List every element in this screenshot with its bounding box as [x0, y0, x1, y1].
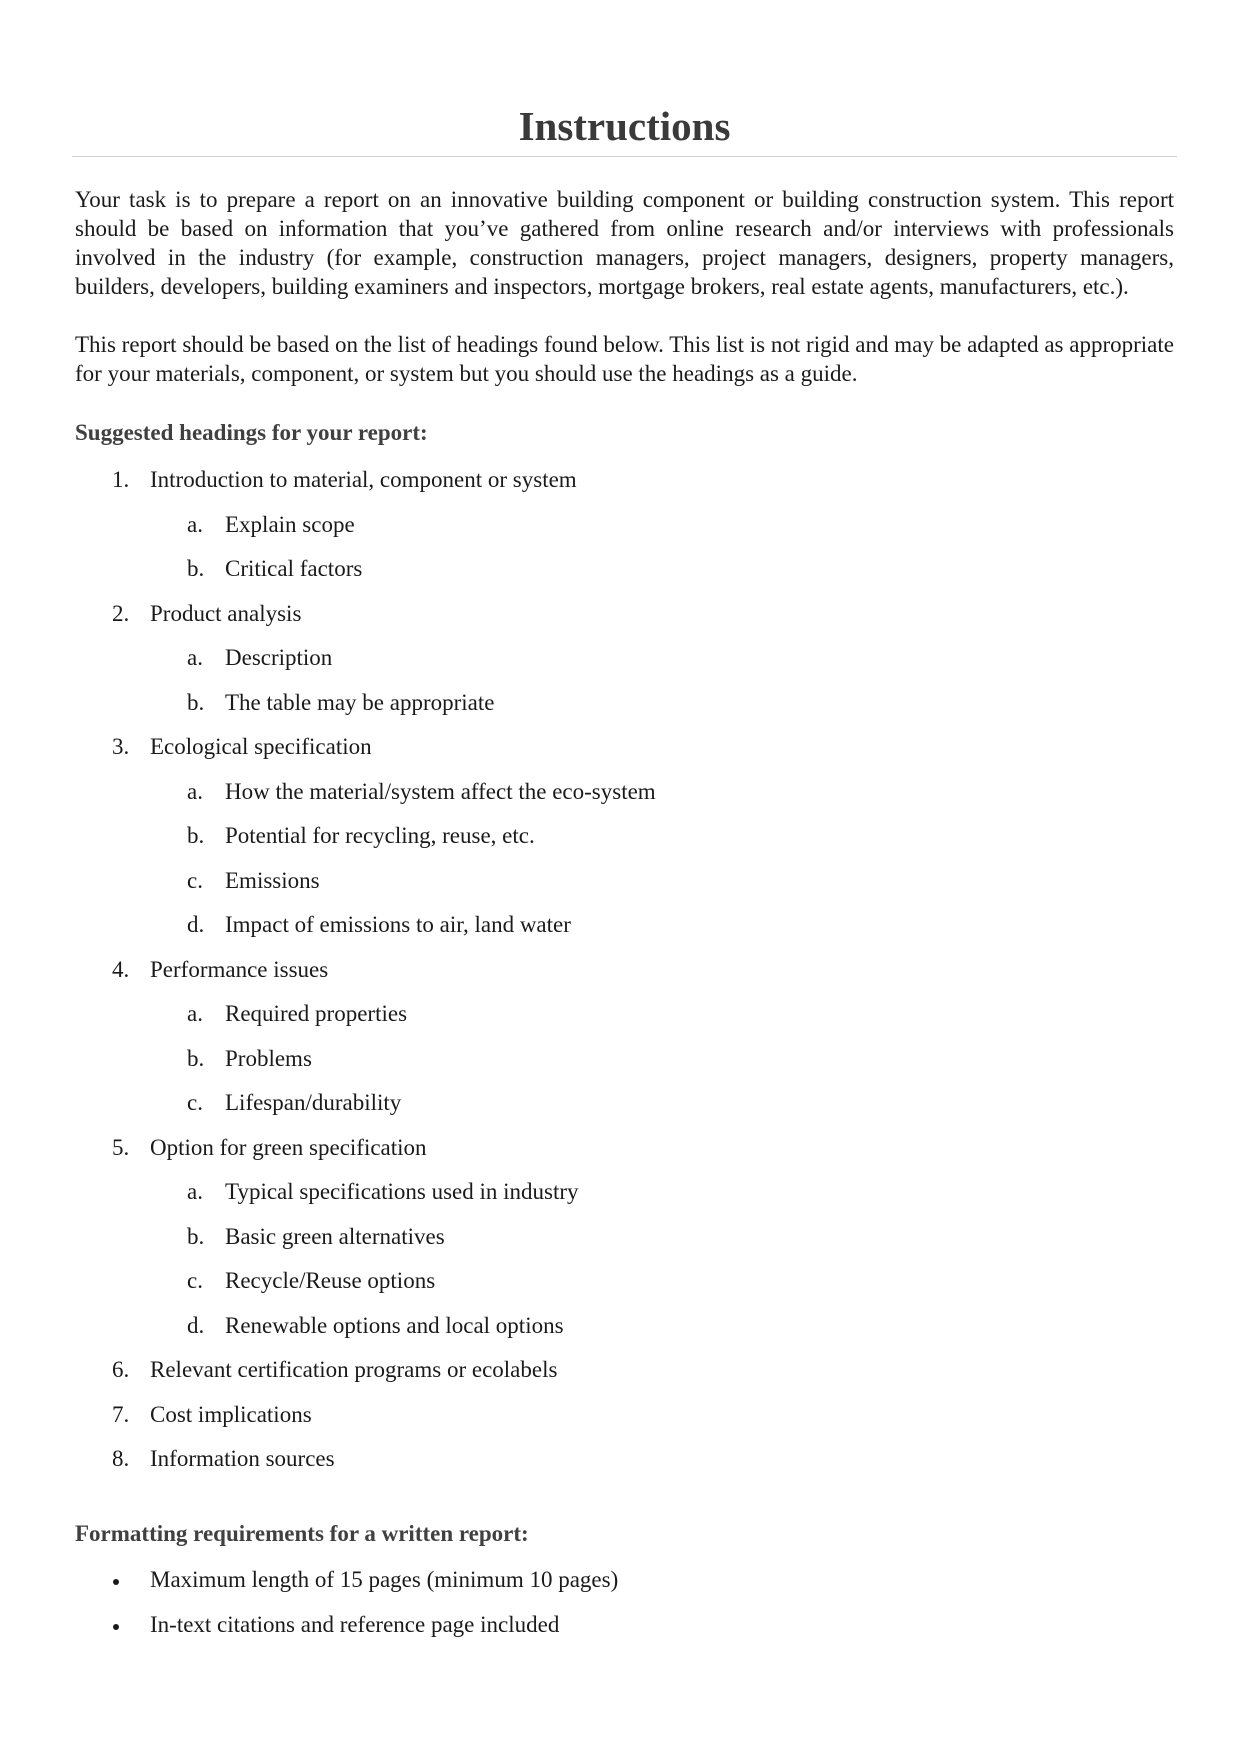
list-letter: b.: [187, 689, 205, 715]
subheading-text: Lifespan/durability: [225, 1090, 402, 1115]
guidance-paragraph: This report should be based on the list of headings found below. This list is not rigid and may be adapted as appropriate for your materials, component, or system but you should use the headings as a guide.: [75, 332, 1174, 386]
list-number: 7.: [112, 1401, 130, 1427]
subheading-text: Recycle/Reuse options: [225, 1268, 436, 1293]
subheading-item: [75, 1044, 1174, 1089]
formatting-requirements-title: Formatting requirements for a written report:: [75, 1520, 529, 1546]
subheading-item: [75, 510, 1174, 555]
list-letter: a.: [187, 1179, 203, 1204]
heading-item: [75, 599, 1174, 644]
formatting-item-text: Maximum length of 15 pages (minimum 10 pages): [150, 1566, 619, 1592]
subheading-text: The table may be appropriate: [225, 689, 495, 715]
heading-text: Product analysis: [150, 600, 302, 626]
heading-text: Ecological specification: [150, 734, 372, 759]
formatting-item: [75, 1565, 1174, 1610]
title-divider: [72, 156, 1177, 157]
formatting-item-text: In-text citations and reference page included: [150, 1611, 560, 1637]
heading-item: [75, 1133, 1174, 1178]
subheading-text: Typical specifications used in industry: [225, 1179, 579, 1204]
list-number: 6.: [112, 1357, 130, 1382]
list-number: 4.: [112, 956, 130, 982]
heading-item: [75, 465, 1174, 510]
list-number: 2.: [112, 600, 130, 626]
subheading-text: Impact of emissions to air, land water: [225, 912, 571, 937]
bullet-icon: [113, 1579, 119, 1585]
subheading-text: Explain scope: [225, 511, 355, 537]
subheading-text: Description: [225, 645, 333, 670]
subheading-text: Emissions: [225, 867, 320, 893]
suggested-headings-list: [75, 465, 1174, 1489]
list-letter: a.: [187, 645, 203, 670]
list-letter: b.: [187, 823, 205, 848]
subheading-item: [75, 1088, 1174, 1133]
list-letter: d.: [187, 912, 205, 937]
list-letter: c.: [187, 1268, 203, 1293]
list-letter: d.: [187, 1312, 205, 1338]
subheading-text: How the material/system affect the eco-system: [225, 778, 656, 804]
heading-item: [75, 1444, 1174, 1489]
subheading-item: [75, 1311, 1174, 1356]
list-letter: b.: [187, 556, 205, 581]
heading-text: Relevant certification programs or ecolabels: [150, 1357, 558, 1382]
document-page: [75, 96, 1174, 1655]
subheading-item: [75, 1177, 1174, 1222]
list-letter: c.: [187, 1090, 203, 1115]
subheading-item: [75, 777, 1174, 822]
intro-paragraph: Your task is to prepare a report on an innovative building component or building construction system. This report should be based on information that you’ve gathered from online research and/or interviews with professionals involved in the industry (for example, construction managers, project managers, designers, property managers, builders, developers, building examiners and inspectors, mortgage brokers, real estate agents, manufacturers, etc.).: [75, 187, 1174, 299]
subheading-text: Critical factors: [225, 556, 363, 581]
heading-item: [75, 732, 1174, 777]
heading-text: Introduction to material, component or system: [150, 467, 577, 492]
subheading-item: [75, 821, 1174, 866]
bullet-icon: [113, 1624, 119, 1630]
list-letter: a.: [187, 1001, 203, 1026]
subheading-item: [75, 643, 1174, 688]
list-letter: c.: [187, 867, 203, 893]
heading-item: [75, 1400, 1174, 1445]
list-number: 8.: [112, 1446, 130, 1471]
subheading-item: [75, 554, 1174, 599]
formatting-requirements-list: [75, 1565, 1174, 1655]
subheading-text: Problems: [225, 1045, 312, 1071]
subheading-text: Basic green alternatives: [225, 1223, 445, 1249]
subheading-item: [75, 910, 1174, 955]
subheading-item: [75, 1266, 1174, 1311]
subheading-item: [75, 999, 1174, 1044]
heading-item: [75, 1355, 1174, 1400]
subheading-text: Potential for recycling, reuse, etc.: [225, 823, 535, 848]
subheading-item: [75, 688, 1174, 733]
subheading-text: Renewable options and local options: [225, 1312, 564, 1338]
list-letter: b.: [187, 1223, 205, 1249]
heading-item: [75, 955, 1174, 1000]
formatting-item: [75, 1610, 1174, 1655]
subheading-item: [75, 1222, 1174, 1267]
list-number: 3.: [112, 734, 130, 759]
list-number: 1.: [112, 467, 130, 492]
heading-text: Cost implications: [150, 1401, 312, 1427]
suggested-headings-title: Suggested headings for your report:: [75, 420, 428, 445]
heading-text: Information sources: [150, 1446, 335, 1471]
heading-text: Performance issues: [150, 956, 329, 982]
subheading-text: Required properties: [225, 1001, 408, 1026]
list-letter: b.: [187, 1045, 205, 1071]
heading-text: Option for green specification: [150, 1134, 427, 1160]
list-letter: a.: [187, 511, 203, 537]
page-title: Instructions: [518, 103, 731, 149]
subheading-item: [75, 866, 1174, 911]
list-number: 5.: [112, 1134, 130, 1160]
list-letter: a.: [187, 778, 203, 804]
